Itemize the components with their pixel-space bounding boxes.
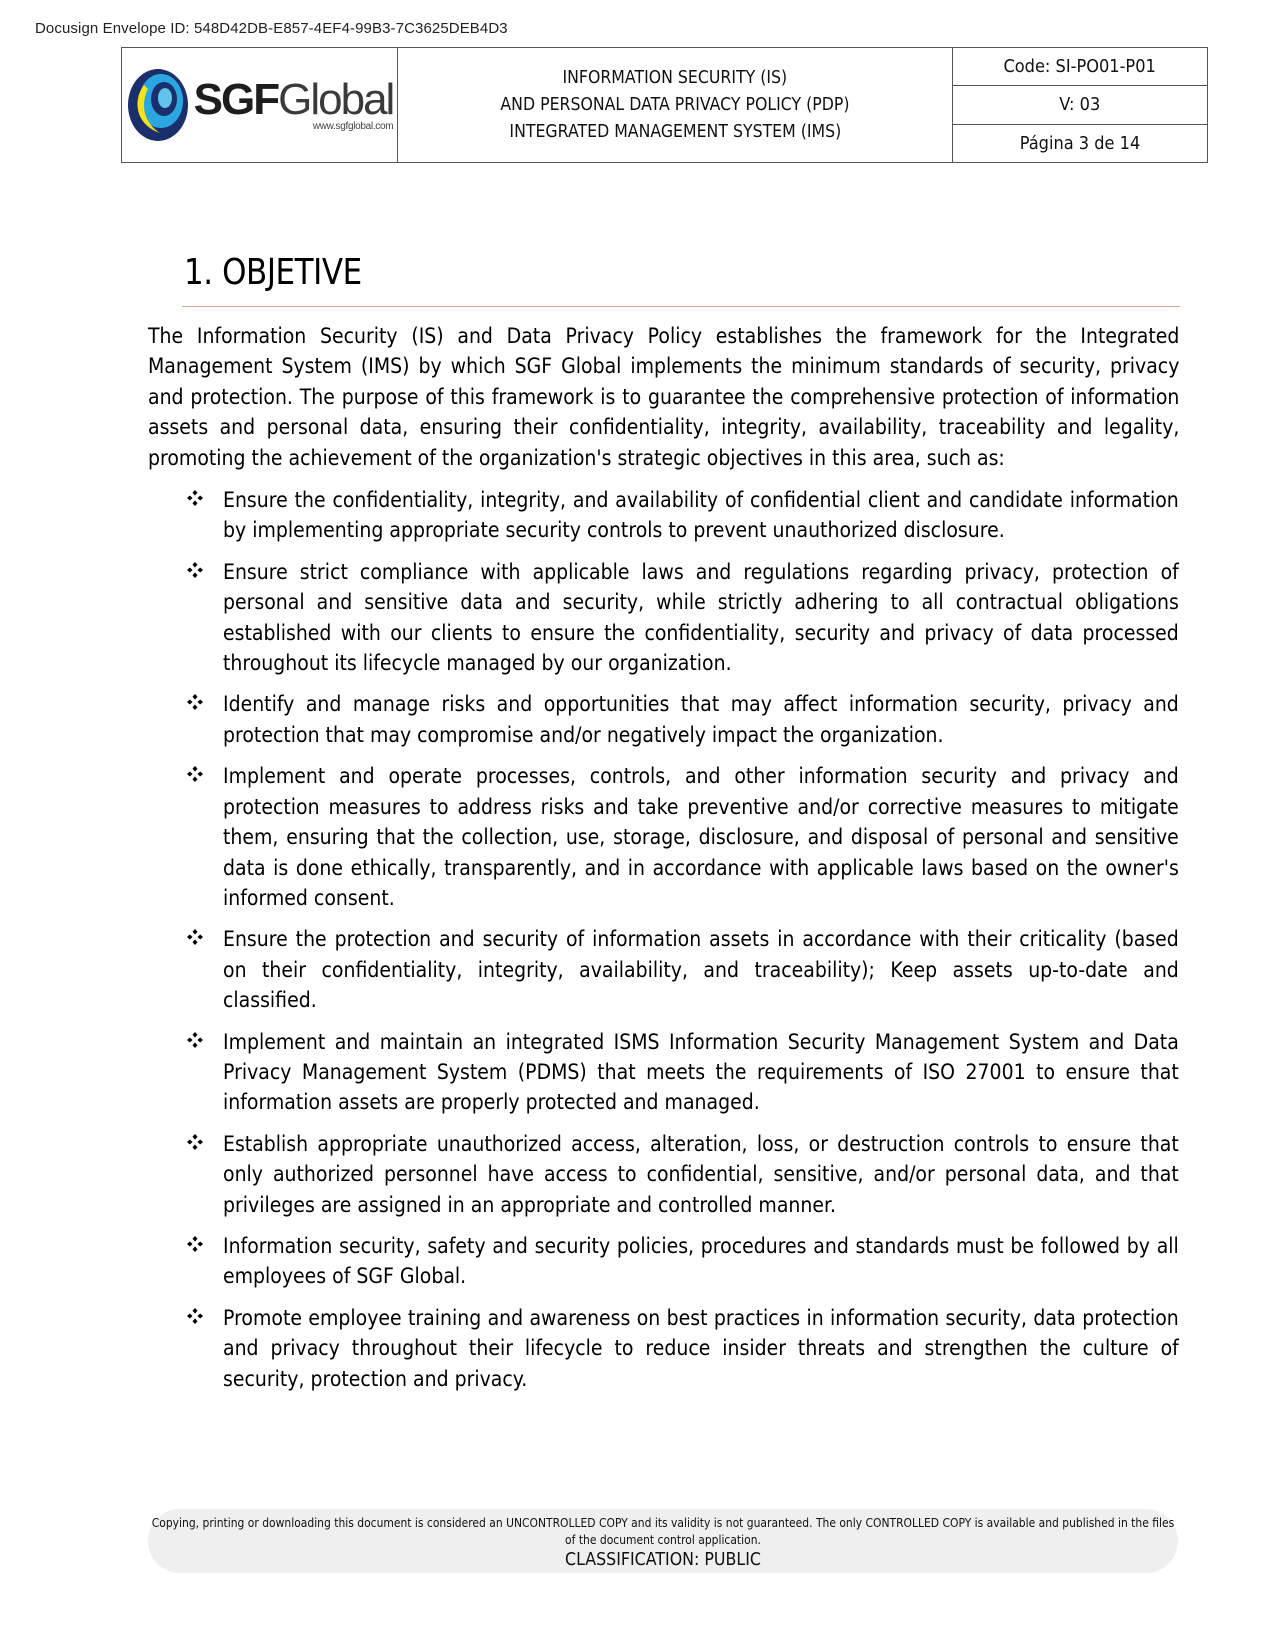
section-heading: 1. OBJETIVE (184, 252, 362, 293)
title-line-3: INTEGRATED MANAGEMENT SYSTEM (IMS) (509, 121, 841, 142)
company-logo (126, 67, 394, 143)
list-item: Ensure the confidentiality, integrity, and availability of confidential client and candidate information by implementing appropriate security controls to prevent unauthorized disclosure. (148, 485, 1179, 546)
document-version: V: 03 (953, 86, 1207, 124)
document-header-table (121, 47, 1208, 163)
list-item: Identify and manage risks and opportunities that may affect information security, privacy and protection that may compromise and/or negatively impact the organization. (148, 689, 1179, 750)
logo-cell (122, 48, 398, 162)
list-item: Promote employee training and awareness on best practices in information security, data protection and privacy throughout their lifecycle to reduce insider threats and strengthen the culture of security, protection and privacy. (148, 1303, 1179, 1394)
sgf-globe-logo-icon (126, 67, 190, 143)
objectives-list (148, 485, 1179, 1394)
docusign-envelope-id: Docusign Envelope ID: 548D42DB-E857-4EF4-99B3-7C3625DEB4D3 (35, 20, 508, 37)
document-title (398, 48, 953, 162)
heading-divider (182, 306, 1180, 307)
intro-paragraph: The Information Security (IS) and Data Privacy Policy establishes the framework for the Integrated Management System (IMS) by which SGF Global implements the minimum standards of security, privacy and protection. The purpose of this framework is to guarantee the comprehensive protection of information assets and personal data, ensuring their confidentiality, integrity, availability, traceability and legality, promoting the achievement of the organization's strategic objectives in this area, such as: (148, 324, 1180, 470)
document-code: Code: SI-PO01-P01 (953, 48, 1207, 86)
list-item: Ensure the protection and security of information assets in accordance with their criticality (based on their confidentiality, integrity, availability, and traceability); Keep assets up-to-date and classified. (148, 924, 1179, 1015)
section-body (148, 321, 1179, 1405)
classification-label: CLASSIFICATION: PUBLIC (565, 1549, 761, 1570)
list-item: Information security, safety and security policies, procedures and standards must be followed by all employees of SGF Global. (148, 1231, 1179, 1292)
document-meta (953, 48, 1207, 162)
four-diamond-bullet-icon (186, 928, 204, 946)
four-diamond-bullet-icon (186, 765, 204, 783)
document-footer (148, 1509, 1178, 1573)
title-line-1: INFORMATION SECURITY (IS) (562, 67, 788, 88)
four-diamond-bullet-icon (186, 1235, 204, 1253)
four-diamond-bullet-icon (186, 693, 204, 711)
logo-url: www.sgfglobal.com (312, 120, 394, 132)
four-diamond-bullet-icon (186, 489, 204, 507)
four-diamond-bullet-icon (186, 561, 204, 579)
list-item: Implement and maintain an integrated ISMS Information Security Management System and Data Privacy Management System (PDMS) that meets the requirements of ISO 27001 to ensure that information assets are properly protected and managed. (148, 1027, 1179, 1118)
title-line-2: AND PERSONAL DATA PRIVACY POLICY (PDP) (500, 94, 850, 115)
four-diamond-bullet-icon (186, 1133, 204, 1151)
logo-wordmark: SGFGlobal (193, 74, 394, 124)
list-item: Implement and operate processes, controls, and other information security and privacy and protection measures to address risks and take preventive and/or corrective measures to mitigate them, ensuring that the collection, use, storage, disclosure, and disposal of personal and sensitive data is done ethically, transparently, and in accordance with applicable laws based on the owner's informed consent. (148, 761, 1179, 913)
four-diamond-bullet-icon (186, 1307, 204, 1325)
page-number: Página 3 de 14 (1019, 132, 1141, 154)
uncontrolled-copy-notice: Copying, printing or downloading this document is considered an UNCONTROLLED COPY and its validity is not guaranteed. The only CONTROLLED COPY is available and published in the files of the document control application. (151, 1515, 1175, 1547)
list-item: Establish appropriate unauthorized access, alteration, loss, or destruction controls to ensure that only authorized personnel have access to confidential, sensitive, and/or personal data, and that privileges are assigned in an appropriate and controlled manner. (148, 1129, 1179, 1220)
list-item: Ensure strict compliance with applicable laws and regulations regarding privacy, protection of personal and sensitive data and security, while strictly adhering to all contractual obligations established with our clients to ensure the confidentiality, security and privacy of data processed throughout its lifecycle managed by our organization. (148, 557, 1179, 679)
four-diamond-bullet-icon (186, 1031, 204, 1049)
